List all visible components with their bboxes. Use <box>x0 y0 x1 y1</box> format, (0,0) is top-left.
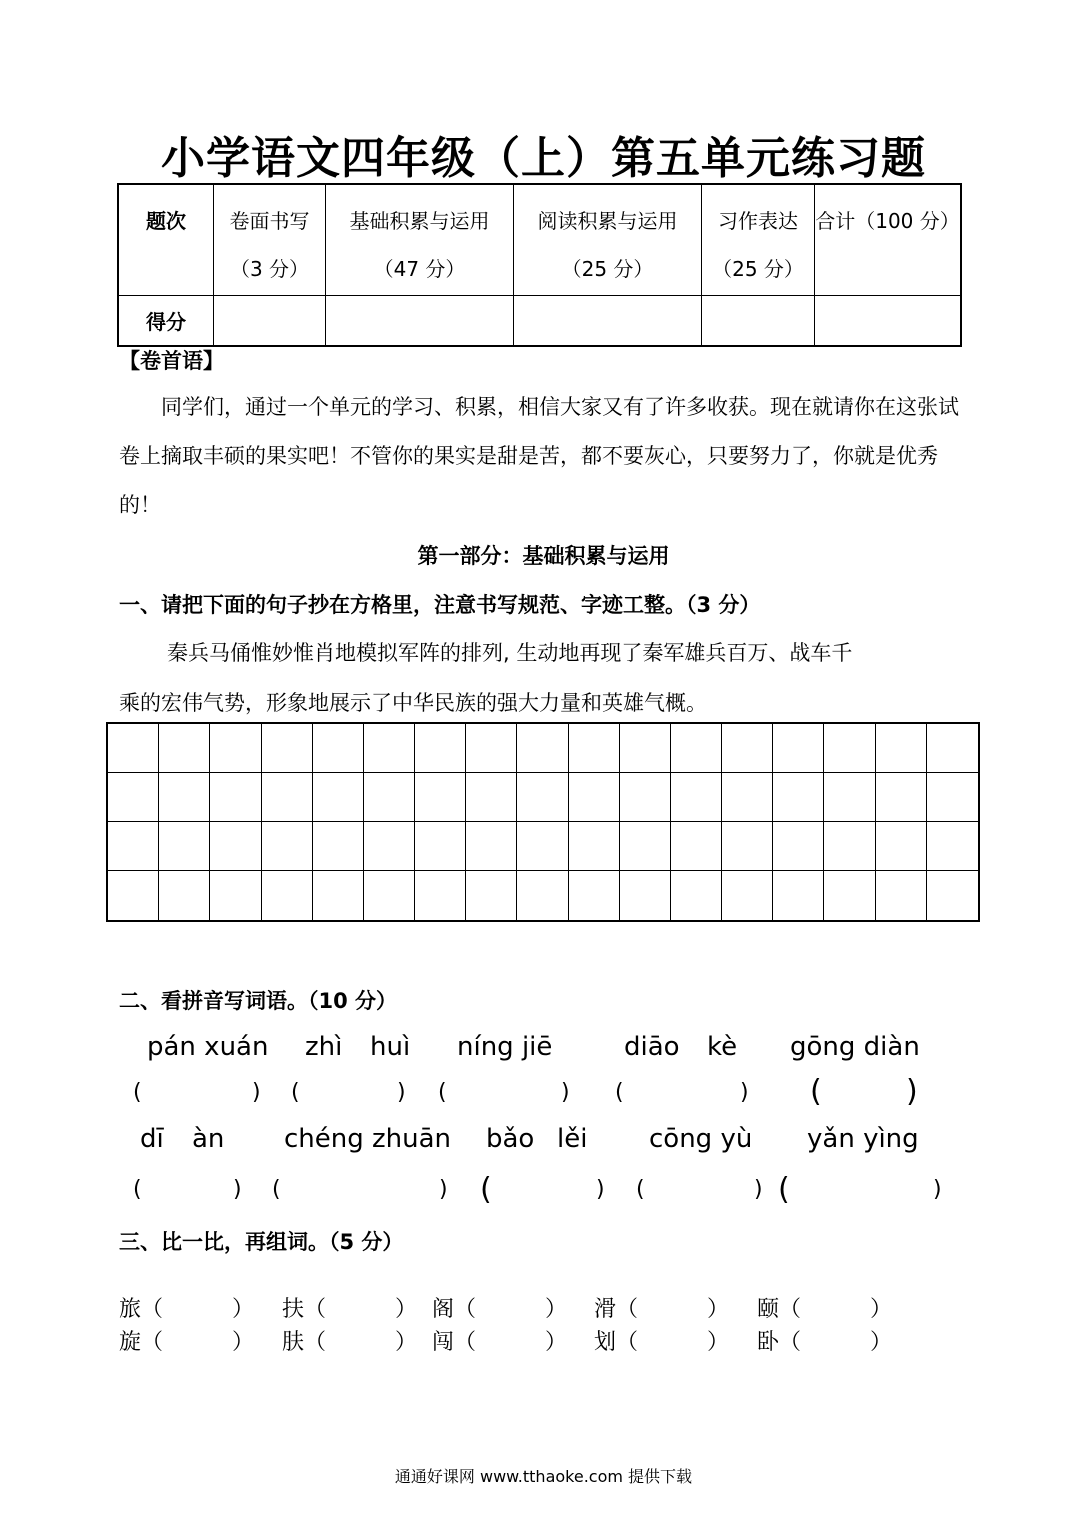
answer-close-paren: ) <box>754 1177 763 1202</box>
compare-char: 旋（ <box>119 1330 164 1355</box>
answer-open-paren: ( <box>636 1177 645 1202</box>
compare-char: 划（ <box>594 1330 639 1355</box>
grid-cell[interactable] <box>927 871 978 920</box>
grid-cell[interactable] <box>364 724 415 773</box>
grid-cell[interactable] <box>824 822 875 871</box>
preface-body: 同学们，通过一个单元的学习、积累，相信大家又有了许多收获。现在就请你在这张试卷上摘取丰硕的果实吧！不管你的果实是甜是苦，都不要灰心，只要努力了，你就是优秀的！ <box>119 395 959 517</box>
grid-cell[interactable] <box>466 773 517 822</box>
grid-cell[interactable] <box>569 822 620 871</box>
answer-close-paren: ) <box>933 1177 942 1202</box>
answer-close-paren: ) <box>233 1177 242 1202</box>
compare-char: 阁（ <box>432 1297 477 1322</box>
page-footer: 通通好课网 www.tthaoke.com 提供下载 <box>394 1467 693 1486</box>
grid-cell[interactable] <box>671 773 722 822</box>
grid-cell[interactable] <box>722 724 773 773</box>
grid-cell[interactable] <box>466 822 517 871</box>
grid-cell[interactable] <box>313 871 364 920</box>
grid-cell[interactable] <box>159 822 210 871</box>
answer-open-paren: ( <box>133 1080 142 1105</box>
grid-cell[interactable] <box>364 822 415 871</box>
score-input-composition[interactable] <box>702 296 815 347</box>
compare-char: 肤（ <box>282 1330 327 1355</box>
header-label: 题次 <box>146 209 186 233</box>
grid-cell[interactable] <box>364 773 415 822</box>
answer-open-paren: ( <box>778 1172 790 1207</box>
grid-cell[interactable] <box>262 871 313 920</box>
grid-cell[interactable] <box>415 773 466 822</box>
answer-open-paren: ( <box>810 1074 822 1109</box>
grid-cell[interactable] <box>773 822 824 871</box>
compare-close: ） <box>707 1297 730 1322</box>
grid-cell[interactable] <box>262 822 313 871</box>
q1-sentence-line1: 秦兵马俑惟妙惟肖地模拟军阵的排列, 生动地再现了秦军雄兵百万、战车千 <box>167 641 853 665</box>
q1-sentence-line2: 乘的宏伟气势，形象地展示了中华民族的强大力量和英雄气概。 <box>119 691 707 715</box>
grid-cell[interactable] <box>620 871 671 920</box>
answer-close-paren: ) <box>906 1074 918 1109</box>
grid-cell[interactable] <box>722 871 773 920</box>
answer-close-paren: ) <box>561 1080 570 1105</box>
grid-cell[interactable] <box>210 724 261 773</box>
pinyin-word: àn <box>192 1124 225 1154</box>
header-points: （25 分） <box>712 257 804 281</box>
grid-cell[interactable] <box>620 822 671 871</box>
grid-cell[interactable] <box>620 724 671 773</box>
answer-close-paren: ) <box>596 1177 605 1202</box>
grid-cell[interactable] <box>569 724 620 773</box>
grid-cell[interactable] <box>262 724 313 773</box>
grid-cell[interactable] <box>722 822 773 871</box>
grid-cell[interactable] <box>517 773 568 822</box>
header-cell-basics <box>326 184 514 296</box>
score-input-basics[interactable] <box>326 296 514 347</box>
answer-close-paren: ) <box>439 1177 448 1202</box>
answer-open-paren: ( <box>615 1080 624 1105</box>
copy-writing-grid[interactable] <box>106 722 980 922</box>
pinyin-word: zhì <box>305 1032 343 1062</box>
pinyin-word: huì <box>370 1032 411 1062</box>
grid-cell[interactable] <box>671 724 722 773</box>
grid-cell[interactable] <box>773 871 824 920</box>
header-cell-item <box>118 184 214 296</box>
compare-char: 卧（ <box>757 1330 802 1355</box>
score-table <box>117 183 962 347</box>
grid-cell[interactable] <box>517 724 568 773</box>
compare-close: ） <box>707 1330 730 1355</box>
pinyin-word: pán xuán <box>147 1032 269 1062</box>
compare-char: 扶（ <box>282 1297 327 1322</box>
header-points: （3 分） <box>229 257 310 281</box>
part1-heading: 第一部分：基础积累与运用 <box>417 544 670 568</box>
grid-cell[interactable] <box>876 822 927 871</box>
score-input-total[interactable] <box>815 296 962 347</box>
grid-cell[interactable] <box>773 724 824 773</box>
grid-cell[interactable] <box>313 822 364 871</box>
answer-open-paren: ( <box>272 1177 281 1202</box>
q3-title: 三、比一比，再组词。（5 分） <box>119 1230 404 1254</box>
grid-cell[interactable] <box>722 773 773 822</box>
grid-cell[interactable] <box>773 773 824 822</box>
grid-cell[interactable] <box>620 773 671 822</box>
score-row <box>118 296 961 347</box>
compare-char: 颐（ <box>757 1297 802 1322</box>
grid-cell[interactable] <box>159 871 210 920</box>
grid-cell[interactable] <box>824 724 875 773</box>
grid-cell[interactable] <box>210 871 261 920</box>
header-points: （25 分） <box>561 257 654 281</box>
score-input-writing[interactable] <box>214 296 326 347</box>
answer-close-paren: ) <box>740 1080 749 1105</box>
grid-cell[interactable] <box>313 773 364 822</box>
compare-close: ） <box>870 1330 893 1355</box>
header-label: 合计（100 分） <box>815 209 960 233</box>
header-label: 卷面书写 <box>229 209 310 233</box>
header-label: 基础积累与运用 <box>349 209 490 233</box>
grid-cell[interactable] <box>824 871 875 920</box>
header-cell-writing <box>214 184 326 296</box>
grid-cell[interactable] <box>159 773 210 822</box>
header-points: （47 分） <box>373 257 466 281</box>
pinyin-word: yǎn yìng <box>807 1124 919 1154</box>
preface-heading: 【卷首语】 <box>119 349 224 373</box>
grid-cell[interactable] <box>927 724 978 773</box>
grid-cell[interactable] <box>569 871 620 920</box>
grid-cell[interactable] <box>466 724 517 773</box>
grid-cell[interactable] <box>108 724 159 773</box>
grid-cell[interactable] <box>415 871 466 920</box>
compare-close: ） <box>232 1297 255 1322</box>
grid-cell[interactable] <box>876 724 927 773</box>
q2-title-text: 二、看拼音写词语。（10 分） <box>119 989 398 1013</box>
grid-cell[interactable] <box>210 822 261 871</box>
compare-char: 滑（ <box>594 1297 639 1322</box>
grid-cell[interactable] <box>108 871 159 920</box>
header-cell-total <box>815 184 962 296</box>
grid-cell[interactable] <box>671 822 722 871</box>
pinyin-word: níng jiē <box>457 1032 553 1062</box>
grid-cell[interactable] <box>927 773 978 822</box>
compare-char: 旅（ <box>119 1297 164 1322</box>
grid-cell[interactable] <box>466 871 517 920</box>
header-label: 习作表达 <box>718 209 798 233</box>
pinyin-word: chéng zhuān <box>284 1124 452 1154</box>
compare-close: ） <box>545 1330 568 1355</box>
grid-cell[interactable] <box>671 871 722 920</box>
header-cell-reading <box>514 184 702 296</box>
pinyin-word: kè <box>707 1032 738 1062</box>
answer-close-paren: ) <box>397 1080 406 1105</box>
compare-close: ） <box>395 1297 418 1322</box>
header-cell-composition <box>702 184 815 296</box>
compare-close: ） <box>232 1330 255 1355</box>
grid-cell[interactable] <box>876 773 927 822</box>
compare-char: 闯（ <box>432 1330 477 1355</box>
compare-close: ） <box>545 1297 568 1322</box>
grid-cell[interactable] <box>517 822 568 871</box>
grid-cell[interactable] <box>517 871 568 920</box>
grid-cell[interactable] <box>313 724 364 773</box>
grid-cell[interactable] <box>415 822 466 871</box>
pinyin-word: lěi <box>557 1124 588 1154</box>
answer-open-paren: ( <box>438 1080 447 1105</box>
pinyin-word: bǎo <box>486 1124 535 1154</box>
grid-cell[interactable] <box>108 773 159 822</box>
grid-cell[interactable] <box>415 724 466 773</box>
answer-open-paren: ( <box>480 1172 492 1207</box>
score-input-reading[interactable] <box>514 296 702 347</box>
compare-close: ） <box>870 1297 893 1322</box>
q2-title <box>119 985 397 1015</box>
grid-cell[interactable] <box>876 871 927 920</box>
grid-cell[interactable] <box>569 773 620 822</box>
grid-cell[interactable] <box>927 822 978 871</box>
q1-title: 一、请把下面的句子抄在方格里，注意书写规范、字迹工整。（3 分） <box>119 593 761 617</box>
grid-cell[interactable] <box>262 773 313 822</box>
header-label: 阅读积累与运用 <box>537 209 678 233</box>
grid-cell[interactable] <box>159 724 210 773</box>
answer-close-paren: ) <box>252 1080 261 1105</box>
score-table-header-row <box>118 184 961 296</box>
pinyin-word: gōng diàn <box>790 1032 920 1062</box>
answer-open-paren: ( <box>133 1177 142 1202</box>
grid-cell[interactable] <box>824 773 875 822</box>
compare-close: ） <box>395 1330 418 1355</box>
grid-cell[interactable] <box>108 822 159 871</box>
answer-open-paren: ( <box>291 1080 300 1105</box>
pinyin-word: dī <box>140 1124 164 1154</box>
grid-cell[interactable] <box>210 773 261 822</box>
page-title: 小学语文四年级（上）第五单元练习题 <box>161 133 926 184</box>
pinyin-word: diāo <box>624 1032 680 1062</box>
score-row-label: 得分 <box>118 296 214 347</box>
grid-cell[interactable] <box>364 871 415 920</box>
pinyin-word: cōng yù <box>649 1124 753 1154</box>
